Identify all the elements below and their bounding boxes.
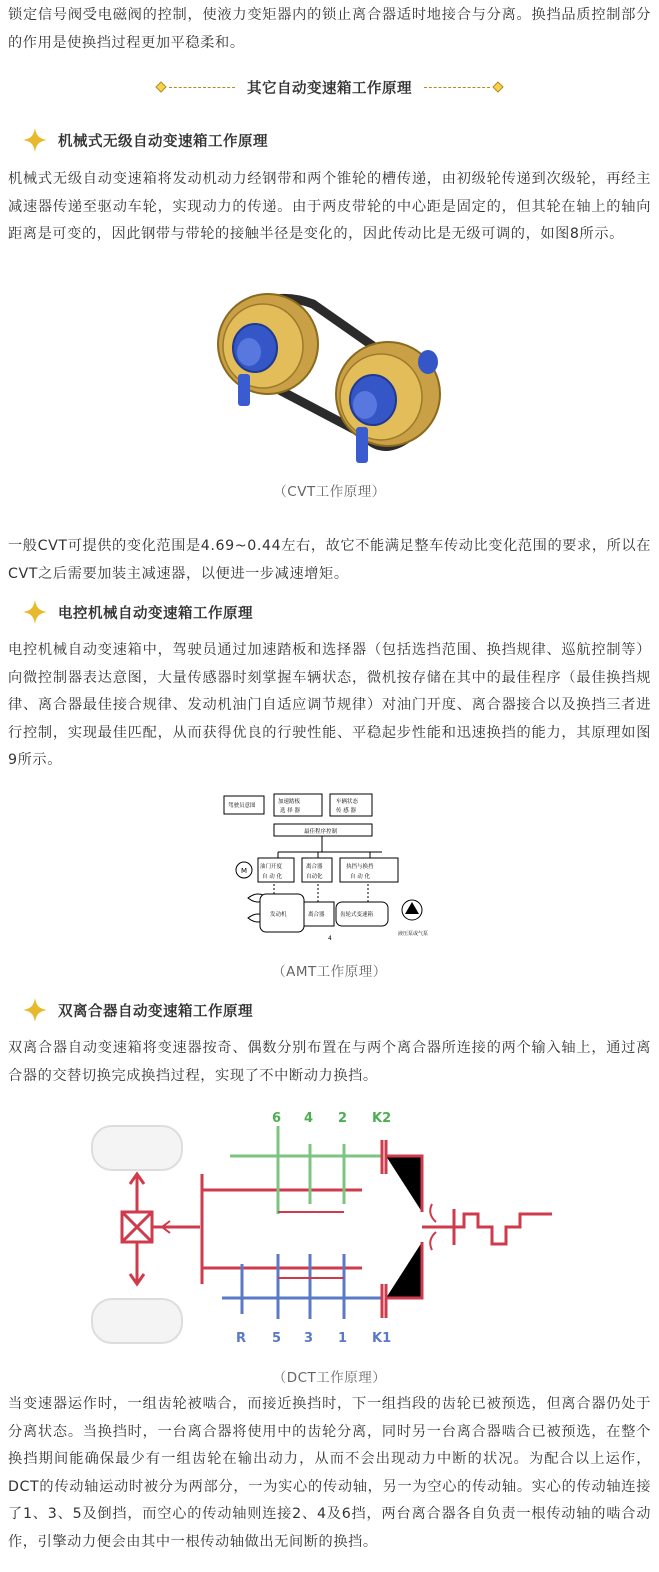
intro-paragraph: 锁定信号阀受电磁阀的控制，使液力变矩器内的锁止离合器适时地接合与分离。换挡品质控制部分的作用是使换挡过程更加平稳柔和。 bbox=[8, 7, 651, 51]
amt-driver-label: 驾驶员意图 bbox=[228, 803, 256, 809]
dct-detail-paragraph: 当变速器运作时，一组齿轮被啮合，而接近换挡时，下一组挡段的齿轮已被预选，但离合器仍处于分离状态。当换挡时，一台离合器将使用中的齿轮分离，同时另一台离合器啮合已被预选，在整个换挡期间能确保最少有一组齿轮在输出动力，从而不会出现动力中断的状况。为配合以上运作，DCT的传动轴运动时被分为两部分，一为实心的传动轴，另一为空心的传动轴。实心的传动轴连接了1、3、5及倒挡，而空心的传动轴则连接2、4及6挡，两台离合器各自负责一根传动轴的啮合动作，引擎动力便会由其中一根传动轴做出无间断的换挡。 bbox=[8, 1396, 651, 1550]
diamond-left-icon bbox=[155, 81, 167, 93]
svg-text:油门开度: 油门开度 bbox=[260, 864, 283, 870]
section-divider-title bbox=[0, 72, 659, 102]
dct-label-4: 4 bbox=[304, 1111, 314, 1126]
dct-label-k1: K1 bbox=[372, 1331, 392, 1346]
diamond-right-icon bbox=[492, 81, 504, 93]
amt-sensor-label: 车辆状态 bbox=[336, 799, 359, 805]
dct-label-r: R bbox=[236, 1331, 247, 1346]
section-title: 机械式无级自动变速箱工作原理 bbox=[58, 133, 268, 150]
amt-gearbox-label: 齿轮式变速箱 bbox=[340, 912, 374, 918]
svg-text:自 动 化: 自 动 化 bbox=[262, 874, 282, 880]
dct-label-3: 3 bbox=[304, 1331, 314, 1346]
amt-diagram bbox=[222, 790, 454, 942]
svg-text:选 择 器: 选 择 器 bbox=[280, 808, 300, 814]
amt-pump-label: 液压泵或气泵 bbox=[398, 931, 429, 937]
svg-text:离合器: 离合器 bbox=[306, 864, 323, 870]
cvt-paragraph: 机械式无级自动变速箱将发动机动力经钢带和两个锥轮的槽传递，由初级轮传递到次级轮，再经主减速器传递至驱动车轮，实现动力的传递。由于两皮带轮的中心距是固定的，但其轮在轴上的轴向距离是可变的，因此钢带与带轮的接触半径是变化的，因此传动比是无级可调的，如图8所示。 bbox=[8, 171, 651, 242]
svg-text:自动化: 自动化 bbox=[306, 874, 323, 880]
dct-label-1: 1 bbox=[338, 1331, 348, 1346]
star-icon bbox=[22, 127, 48, 153]
svg-text:自 动 化: 自 动 化 bbox=[350, 874, 370, 880]
dct-caption: （DCT工作原理） bbox=[272, 1370, 387, 1386]
star-icon bbox=[22, 997, 48, 1023]
section-heading-amt bbox=[0, 592, 659, 632]
cvt-range-paragraph: 一般CVT可提供的变化范围是4.69~0.44左右，故它不能满足整车传动比变化范围的要求，所以在CVT之后需要加装主减速器，以便进一步减速增矩。 bbox=[8, 538, 651, 582]
section-title: 双离合器自动变速箱工作原理 bbox=[58, 1003, 253, 1020]
dct-paragraph: 双离合器自动变速箱将变速器按奇、偶数分别布置在与两个离合器所连接的两个输入轴上，通过离合器的交替切换完成换挡过程，实现了不中断动力换挡。 bbox=[8, 1040, 651, 1084]
amt-caption: （AMT工作原理） bbox=[272, 964, 387, 980]
star-icon bbox=[22, 599, 48, 625]
amt-page-number: 4 bbox=[328, 935, 332, 942]
amt-paragraph: 电控机械自动变速箱中，驾驶员通过加速踏板和选择器（包括选挡范围、换挡规律、巡航控制等）向微控制器表达意图，大量传感器时刻掌握车辆状态，微机按存储在其中的最佳程序（最佳换挡规律、离合器最佳接合规律、发动机油门自适应调节规律）对油门开度、离合器接合以及换挡三者进行控制，实现最佳匹配，从而获得优良的行驶性能、平稳起步性能和迅速换挡的能力，其原理如图9所示。 bbox=[8, 642, 651, 768]
section-heading-cvt bbox=[0, 120, 659, 160]
amt-clutch-label: 离合器 bbox=[308, 912, 325, 918]
svg-text:传 感 器: 传 感 器 bbox=[336, 808, 356, 814]
dct-label-2: 2 bbox=[338, 1111, 348, 1126]
amt-motor-label: M bbox=[241, 867, 248, 875]
section-heading-dct bbox=[0, 990, 659, 1030]
svg-text:执挡与换挡: 执挡与换挡 bbox=[346, 864, 374, 870]
dct-label-k2: K2 bbox=[372, 1111, 392, 1126]
amt-engine-label: 发动机 bbox=[270, 912, 287, 918]
cvt-caption: （CVT工作原理） bbox=[273, 484, 386, 500]
dct-label-5: 5 bbox=[272, 1331, 282, 1346]
middle-title: 其它自动变速箱工作原理 bbox=[247, 80, 412, 97]
dct-label-6: 6 bbox=[272, 1111, 282, 1126]
amt-program-label: 最佳程序控制 bbox=[304, 829, 338, 835]
dct-diagram bbox=[82, 1104, 578, 1352]
section-title: 电控机械自动变速箱工作原理 bbox=[58, 605, 253, 622]
cvt-illustration bbox=[213, 284, 453, 470]
amt-selector-label: 加速踏板 bbox=[278, 799, 301, 805]
